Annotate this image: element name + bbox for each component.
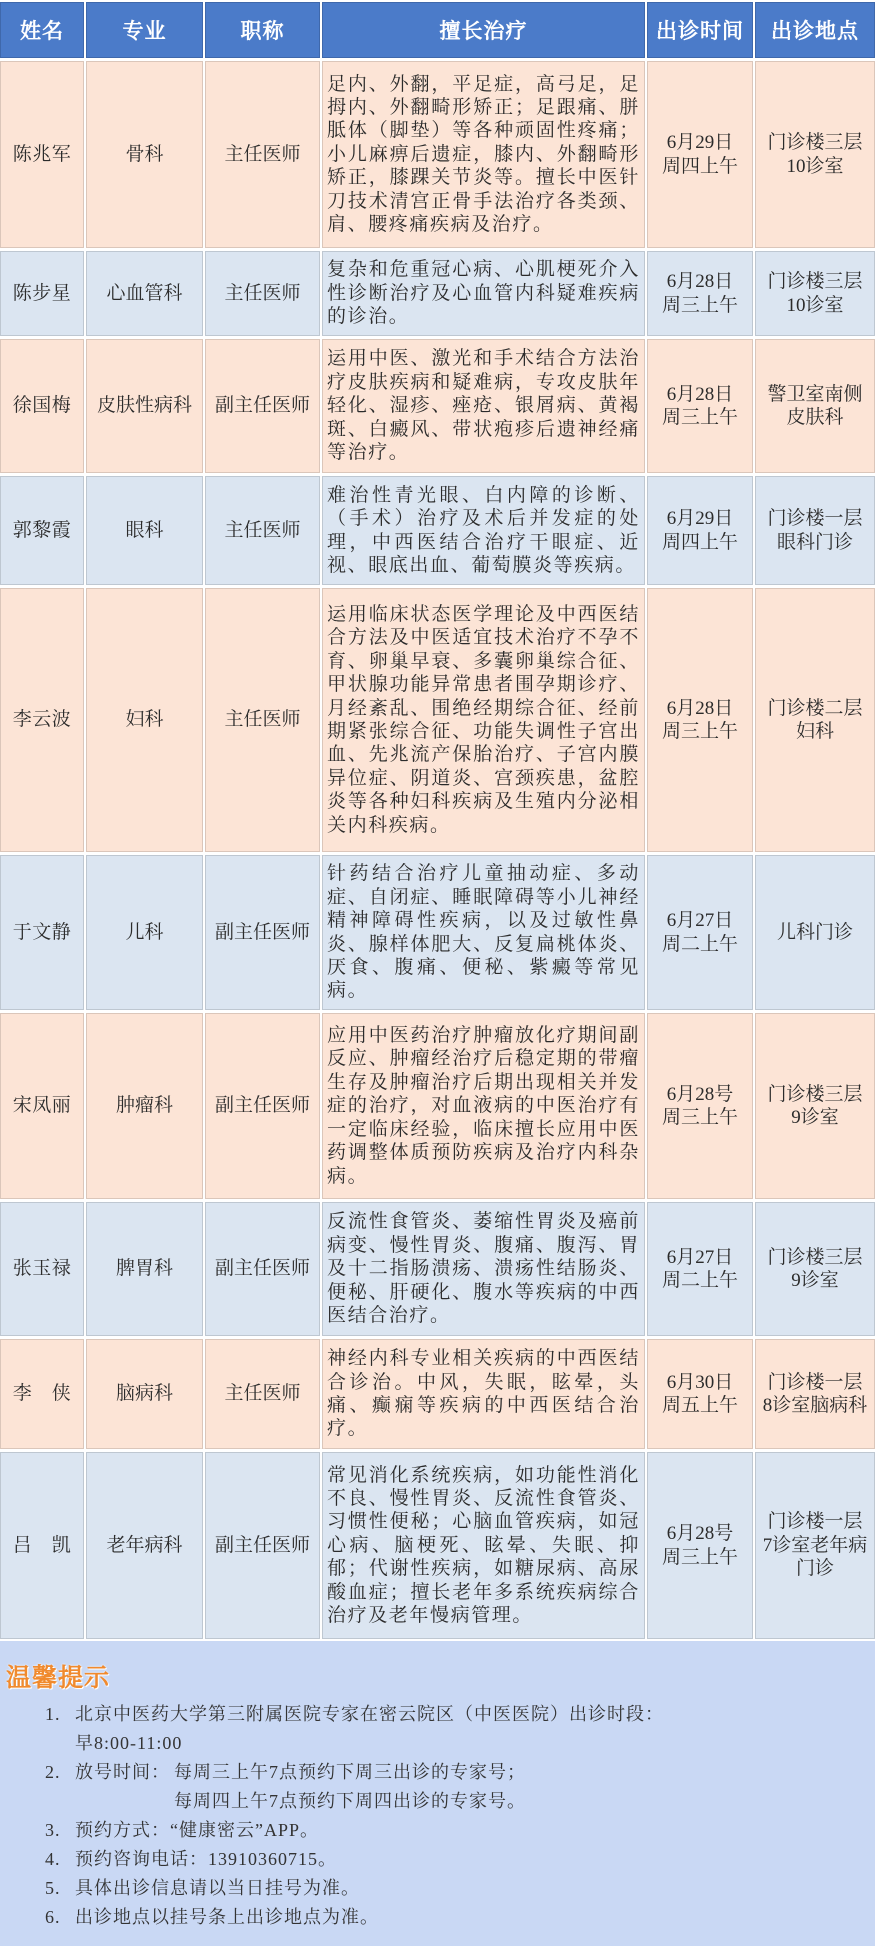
doctor-name: 李 侠 [12, 1383, 72, 1405]
clinic-location-cell [755, 476, 875, 585]
clinic-time: 6月29日 周四上午 [661, 132, 738, 177]
specialty: 皮肤性病科 [96, 395, 192, 417]
tip-text [174, 1758, 526, 1816]
expertise-text-cell [322, 251, 645, 336]
clinic-location: 警卫室南侧 皮肤科 [767, 383, 863, 428]
clinic-time: 6月28日 周三上午 [661, 383, 738, 428]
clinic-location: 门诊楼二层 妇科 [767, 697, 863, 742]
doctor-title-cell [205, 1202, 320, 1336]
doctor-name: 陈步星 [12, 282, 72, 304]
tip-number: 6. [45, 1907, 61, 1927]
doctor-title-cell [205, 1013, 320, 1199]
expertise-text: 反流性食管炎、萎缩性胃炎及癌前病变、慢性胃炎、腹痛、腹泻、胃及十二指肠溃疡、溃疡性结肠炎、便秘、肝硬化、腹水等疾病的中西医结合治疗。 [327, 1211, 640, 1327]
tip-number: 5. [45, 1878, 61, 1898]
doctor-title: 主任医师 [224, 709, 301, 731]
doctor-name: 于文静 [12, 921, 72, 943]
tip-item [0, 1874, 875, 1903]
specialty-cell [86, 61, 203, 248]
clinic-location-cell [755, 1339, 875, 1449]
clinic-location-cell [755, 339, 875, 473]
doctor-name-cell [0, 588, 84, 852]
specialty-cell [86, 588, 203, 852]
specialty: 眼科 [125, 519, 164, 541]
doctor-title: 主任医师 [224, 143, 301, 165]
tip-text [75, 1874, 360, 1903]
clinic-time-cell [647, 1339, 753, 1449]
specialty: 脾胃科 [115, 1258, 173, 1280]
clinic-location: 门诊楼一层 7诊室老年病 门诊 [762, 1511, 868, 1580]
specialty: 脑病科 [115, 1383, 173, 1405]
tip-item [0, 1758, 875, 1816]
doctor-title: 副主任医师 [214, 1534, 310, 1556]
doctor-title-cell [205, 251, 320, 336]
tip-item [0, 1845, 875, 1874]
clinic-time: 6月30日 周五上午 [661, 1371, 738, 1416]
header-time: 出诊时间 [647, 2, 753, 58]
header-title: 职称 [205, 2, 320, 58]
clinic-location: 门诊楼三层 9诊室 [767, 1246, 863, 1291]
doctor-title-cell [205, 1339, 320, 1449]
doctor-name-cell [0, 476, 84, 585]
clinic-time: 6月28号 周三上午 [661, 1523, 738, 1568]
doctor-name-cell [0, 855, 84, 1010]
specialty-cell [86, 251, 203, 336]
tips-list [0, 1700, 875, 1932]
expertise-text: 应用中医药治疗肿瘤放化疗期间副反应、肿瘤经治疗后稳定期的带瘤生存及肿瘤治疗后期出现相关并发症的治疗，对血液病的中医治疗有一定临床经验，临床擅长应用中医药调整体质预防疾病及治疗内科杂病。 [327, 1025, 640, 1187]
expertise-text: 神经内科专业相关疾病的中西医结合诊治。中风，失眠，眩晕，头痛、癫痫等疾病的中西医结合治疗。 [327, 1348, 640, 1440]
expertise-text-cell [322, 61, 645, 248]
clinic-location-cell [755, 1013, 875, 1199]
clinic-location-cell [755, 251, 875, 336]
tip-number: 4. [45, 1849, 61, 1869]
tip-line: 早8:00-11:00 [75, 1733, 183, 1753]
doctor-title-cell [205, 339, 320, 473]
doctor-title: 副主任医师 [214, 1258, 310, 1280]
clinic-time: 6月28日 周三上午 [661, 697, 738, 742]
expertise-text-cell [322, 339, 645, 473]
clinic-time-cell [647, 339, 753, 473]
doctor-title-cell [205, 588, 320, 852]
tip-line: 每周四上午7点预约下周四出诊的专家号。 [174, 1791, 526, 1811]
header-expertise: 擅长治疗 [322, 2, 645, 58]
tips-panel [0, 1641, 875, 1946]
tip-line: 每周三上午7点预约下周三出诊的专家号； [174, 1762, 526, 1782]
tip-text [75, 1903, 379, 1932]
tip-item [0, 1700, 875, 1758]
expertise-text-cell [322, 1013, 645, 1199]
specialty: 心血管科 [106, 282, 183, 304]
clinic-time-cell [647, 1013, 753, 1199]
clinic-location: 儿科门诊 [776, 921, 853, 943]
specialty-cell [86, 1452, 203, 1639]
tip-text [75, 1845, 337, 1874]
doctor-name: 张玉禄 [12, 1258, 72, 1280]
doctor-name: 宋凤丽 [12, 1095, 72, 1117]
doctor-title-cell [205, 855, 320, 1010]
clinic-location-cell [755, 588, 875, 852]
clinic-time-cell [647, 588, 753, 852]
clinic-location: 门诊楼三层 9诊室 [767, 1083, 863, 1128]
doctor-name-cell [0, 61, 84, 248]
specialty: 骨科 [125, 143, 164, 165]
specialty-cell [86, 339, 203, 473]
doctor-title-cell [205, 61, 320, 248]
specialty: 肿瘤科 [115, 1095, 173, 1117]
doctor-name: 吕 凯 [12, 1534, 72, 1556]
expertise-text-cell [322, 855, 645, 1010]
expertise-text: 常见消化系统疾病，如功能性消化不良、慢性胃炎、反流性食管炎、习惯性便秘；心脑血管疾病，如冠心病、脑梗死、眩晕、失眠、抑郁；代谢性疾病，如糖尿病、高尿酸血症；擅长老年多系统疾病综合治疗及老年慢病管理。 [327, 1464, 640, 1627]
doctor-title-cell [205, 1452, 320, 1639]
clinic-time: 6月29日 周四上午 [661, 508, 738, 553]
doctor-name-cell [0, 339, 84, 473]
clinic-location-cell [755, 61, 875, 248]
clinic-location: 门诊楼一层 眼科门诊 [767, 508, 863, 553]
expertise-text: 针药结合治疗儿童抽动症、多动症、自闭症、睡眠障碍等小儿神经精神障碍性疾病，以及过敏性鼻炎、腺样体肥大、反复扁桃体炎、厌食、腹痛、便秘、紫癜等常见病。 [327, 863, 640, 1002]
doctor-title: 主任医师 [224, 1383, 301, 1405]
doctor-name: 郭黎霞 [12, 519, 72, 541]
specialty-cell [86, 1202, 203, 1336]
doctor-name: 李云波 [12, 709, 72, 731]
clinic-location-cell [755, 855, 875, 1010]
specialty: 妇科 [125, 709, 164, 731]
tip-item [0, 1816, 875, 1845]
clinic-time: 6月27日 周二上午 [661, 1246, 738, 1291]
specialty: 老年病科 [106, 1534, 183, 1556]
doctor-name: 徐国梅 [12, 395, 72, 417]
clinic-location-cell [755, 1202, 875, 1336]
tip-number: 1. [45, 1704, 61, 1724]
clinic-time: 6月27日 周二上午 [661, 910, 738, 955]
doctor-name-cell [0, 1013, 84, 1199]
tip-label: 放号时间： [75, 1762, 170, 1782]
expertise-text: 运用中医、激光和手术结合方法治疗皮肤疾病和疑难病，专攻皮肤年轻化、湿疹、痤疮、银屑病、黄褐斑、白癜风、带状疱疹后遗神经痛等治疗。 [327, 348, 640, 464]
clinic-location: 门诊楼三层 10诊室 [767, 271, 863, 316]
tip-item [0, 1903, 875, 1932]
specialty: 儿科 [125, 921, 164, 943]
doctor-title-cell [205, 476, 320, 585]
clinic-time-cell [647, 855, 753, 1010]
header-specialty: 专业 [86, 2, 203, 58]
expertise-text-cell [322, 1202, 645, 1336]
expertise-text: 足内、外翻，平足症，高弓足，足拇内、外翻畸形矫正；足跟痛、胼胝体（脚垫）等各种顽固性疼痛；小儿麻痹后遗症，膝内、外翻畸形矫正，膝踝关节炎等。擅长中医针刀技术清宫正骨手法治疗各类颈、肩、腰疼痛疾病及治疗。 [327, 73, 640, 236]
clinic-time-cell [647, 61, 753, 248]
doctor-title: 副主任医师 [214, 1095, 310, 1117]
tip-line: 出诊地点以挂号条上出诊地点为准。 [75, 1907, 379, 1927]
tip-number: 2. [45, 1762, 61, 1782]
tip-line: 预约咨询电话：13910360715。 [75, 1849, 337, 1869]
expertise-text: 运用临床状态医学理论及中西医结合方法及中医适宜技术治疗不孕不育、卵巢早衰、多囊卵巢综合征、甲状腺功能异常患者围孕期诊疗、月经紊乱、围绝经期综合征、经前期紧张综合征、功能失调性子宫出血、先兆流产保胎治疗、子宫内膜异位症、阴道炎、宫颈疾患，盆腔炎等各种妇科疾病及生殖内分泌相关内科疾病。 [327, 603, 640, 836]
schedule-table [0, 2, 875, 1639]
expertise-text-cell [322, 1339, 645, 1449]
expertise-text-cell [322, 1452, 645, 1639]
specialty-cell [86, 476, 203, 585]
clinic-time: 6月28号 周三上午 [661, 1083, 738, 1128]
specialty-cell [86, 1013, 203, 1199]
doctor-name-cell [0, 251, 84, 336]
doctor-name: 陈兆军 [12, 143, 72, 165]
expertise-text-cell [322, 588, 645, 852]
header-name: 姓名 [0, 2, 84, 58]
clinic-location: 门诊楼三层 10诊室 [767, 132, 863, 177]
expertise-text: 难治性青光眼、白内障的诊断、（手术）治疗及术后并发症的处理，中西医结合治疗干眼症、近视、眼底出血、葡萄膜炎等疾病。 [327, 484, 640, 576]
doctor-name-cell [0, 1202, 84, 1336]
tip-line: 北京中医药大学第三附属医院专家在密云院区（中医医院）出诊时段： [75, 1704, 664, 1724]
tips-title: 温馨提示 [6, 1664, 111, 1692]
tip-line: 具体出诊信息请以当日挂号为准。 [75, 1878, 360, 1898]
clinic-time-cell [647, 1202, 753, 1336]
doctor-name-cell [0, 1452, 84, 1639]
tip-number: 3. [45, 1820, 61, 1840]
doctor-name-cell [0, 1339, 84, 1449]
doctor-title: 主任医师 [224, 282, 301, 304]
tip-text [75, 1816, 319, 1845]
expertise-text: 复杂和危重冠心病、心肌梗死介入性诊断治疗及心血管内科疑难疾病的诊治。 [327, 259, 640, 328]
doctor-title: 副主任医师 [214, 921, 310, 943]
doctor-title: 副主任医师 [214, 395, 310, 417]
clinic-time-cell [647, 251, 753, 336]
header-location: 出诊地点 [755, 2, 875, 58]
expertise-text-cell [322, 476, 645, 585]
specialty-cell [86, 855, 203, 1010]
tip-text [75, 1700, 664, 1758]
clinic-time: 6月28日 周三上午 [661, 271, 738, 316]
clinic-time-cell [647, 1452, 753, 1639]
clinic-time-cell [647, 476, 753, 585]
clinic-location: 门诊楼一层 8诊室脑病科 [762, 1371, 868, 1416]
doctor-title: 主任医师 [224, 519, 301, 541]
clinic-location-cell [755, 1452, 875, 1639]
tip-line: 预约方式：“健康密云”APP。 [75, 1820, 319, 1840]
specialty-cell [86, 1339, 203, 1449]
